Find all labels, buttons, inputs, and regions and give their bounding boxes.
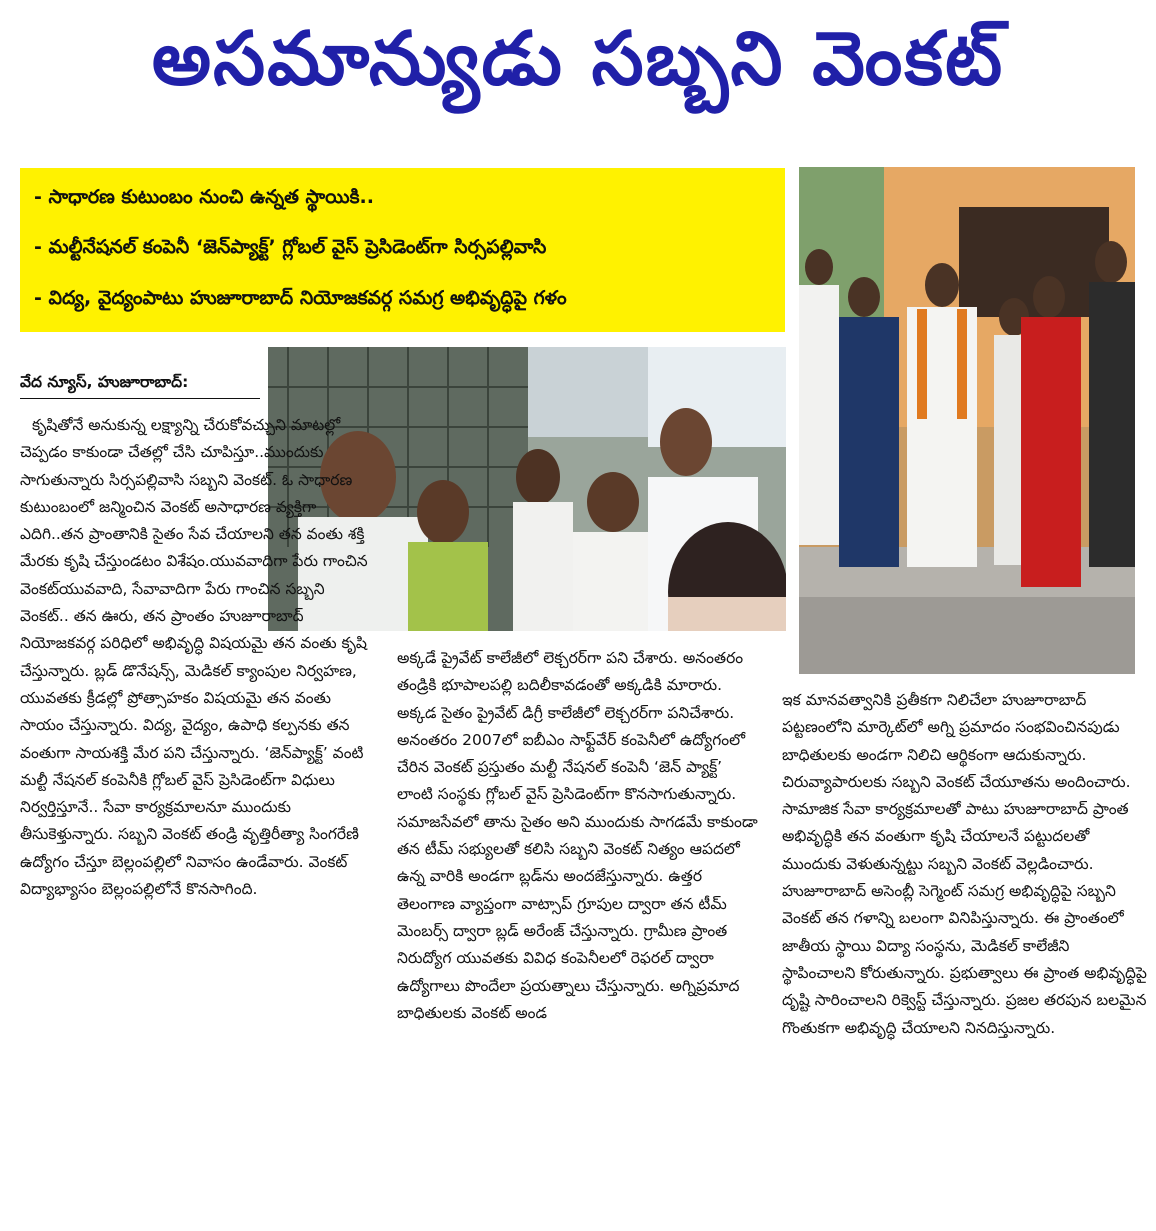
paragraph: అక్కడే ప్రైవేట్ కాలేజీలో లెక్చరర్‌గా పని చేశారు. అనంతరం తండ్రికి భూపాలపల్లి బదిలీకావడంతో అక్కడికి మారారు. అక్కడ సైతం ప్రైవేట్ డిగ్రీ కాలేజీలో లెక్చరర్‌గా పనిచేశారు. అనంతరం 2007లో ఐబీఎం సాఫ్ట్‌వేర్ కంపెనీలో ఉద్యోగంలో చేరిన వెంకట్ ప్రస్తుతం మల్టీ నేషనల్ కంపెనీ ‘జెన్ ప్యాక్ట్’ లాంటి సంస్థకు గ్లోబల్ వైస్ ప్రెసిడెంట్‌గా కొనసాగుతున్నారు. సమాజసేవలో తాను సైతం అని ముందుకు సాగడమే కాకుండా తన టీమ్ సభ్యులతో కలిసి సబ్బని వెంకట్ నిత్యం ఆపదలో ఉన్న వారికి అండగా బ్లడ్‌ను అందజేస్తున్నారు. ఉత్తర తెలంగాణ వ్యాప్తంగా వాట్సాప్ గ్రూపుల ద్వారా తన టీమ్ మెంబర్స్ ద్వారా బ్లడ్ అరేంజ్ చేస్తున్నారు. గ్రామీణ ప్రాంత నిరుద్యోగ యువతకు వివిధ కంపెనీలలో రెఫరల్ ద్వారా ఉద్యోగాలు పొందేలా ప్రయత్నాలు చేస్తున్నారు. అగ్నిప్రమాద బాధితులకు వెంకట్ అండ [397, 649, 758, 1022]
highlight-item: - విద్య, వైద్యంపాటు హుజూరాబాద్ నియోజకవర్గ సమగ్ర అభివృద్ధిపై గళం [34, 287, 567, 310]
article-column-1 [20, 412, 370, 903]
paragraph: కృషితోనే అనుకున్న లక్ష్యాన్ని చేరుకోవచ్చుని మాటల్లో చెప్పడం కాకుండా చేతల్లో చేసి చూపిస్తూ..ముందుకు సాగుతున్నారు సిర్సపల్లివాసి సబ్బని వెంకట్. ఓ సాధారణ కుటుంబంలో జన్మించిన వెంకట్ అసాధారణ వ్యక్తిగా ఎదిగి..తన ప్రాంతానికి సైతం సేవ చేయాలని తన వంతు శక్తి మేరకు కృషి చేస్తుండటం విశేషం.యువవాదిగా పేరు గాంచిన వెంకట్‌యువవాది, సేవావాదిగా పేరు గాంచిన సబ్బని వెంకట్.. తన ఊరు, తన ప్రాంతం హుజూరాబాద్ నియోజకవర్గ పరిధిలో అభివృద్ధి విషయమై తన వంతు కృషి చేస్తున్నారు. బ్లడ్ డొనేషన్స్, మెడికల్ క్యాంపుల నిర్వహణ, యువతకు క్రీడల్లో ప్రోత్సాహకం విషయమై తన వంతు సాయం చేస్తున్నారు. విద్య, వైద్యం, ఉపాధి కల్పనకు తన వంతుగా సాయశక్తి మేర పని చేస్తున్నారు. ‘జెన్‌ప్యాక్ట్’ వంటి మల్టీ నేషనల్ కంపెనీకి గ్లోబల్ వైస్ ప్రెసిడెంట్‌గా విధులు నిర్వర్తిస్తూనే.. సేవా కార్యక్రమాలనూ ముందుకు తీసుకెళ్తున్నారు. సబ్బని వెంకట్ తండ్రి వృత్తిరీత్యా సింగరేణి ఉద్యోగం చేస్తూ బెల్లంపల్లిలో నివాసం ఉండేవారు. వెంకట్ విద్యాభ్యాసం బెల్లంపల్లిలోనే కొనసాగింది. [20, 416, 368, 899]
highlight-item: - మల్టీనేషనల్ కంపెనీ ‘జెన్‌ప్యాక్ట్’ గ్లోబల్ వైస్ ప్రెసిడెంట్‌గా సిర్సపల్లివాసి [34, 236, 547, 259]
dateline: వేద న్యూస్, హుజూరాబాద్: [20, 370, 260, 399]
article-column-2 [397, 645, 762, 1027]
headline: అసమాన్యుడు సబ్బని వెంకట్ [151, 16, 1005, 102]
article-column-3 [782, 687, 1147, 1042]
paragraph: ఇక మానవత్వానికి ప్రతీకగా నిలిచేలా హుజూరాబాద్ పట్టణంలోని మార్కెట్‌లో అగ్ని ప్రమాదం సంభవించినపుడు బాధితులకు అండగా నిలిచి ఆర్థికంగా ఆదుకున్నారు. చిరువ్యాపారులకు సబ్బని వెంకట్ చేయూతను అందించారు. సామాజిక సేవా కార్యక్రమాలతో పాటు హుజూరాబాద్ ప్రాంత అభివృద్ధికి తన వంతుగా కృషి చేయాలనే పట్టుదలతో ముందుకు వెళుతున్నట్టు సబ్బని వెంకట్ వెల్లడించారు. హుజూరాబాద్ అసెంబ్లీ సెగ్మెంట్ సమగ్ర అభివృద్ధిపై సబ్బని వెంకట్ తన గళాన్ని బలంగా వినిపిస్తున్నారు. ఈ ప్రాంతంలో జాతీయ స్థాయి విద్యా సంస్థను, మెడికల్ కాలేజీని స్థాపించాలని కోరుతున్నారు. ప్రభుత్వాలు ఈ ప్రాంత అభివృద్ధిపై దృష్టి సారించాలని రిక్వెస్ట్ చేస్తున్నారు. ప్రజల తరపున బలమైన గొంతుకగా అభివృద్ధి చేయాలని నినదిస్తున్నారు. [782, 691, 1147, 1037]
highlight-item: - సాధారణ కుటుంబం నుంచి ఉన్నత స్థాయికి.. [34, 185, 374, 208]
news-photo-group [799, 167, 1135, 674]
highlights-box [20, 168, 785, 332]
